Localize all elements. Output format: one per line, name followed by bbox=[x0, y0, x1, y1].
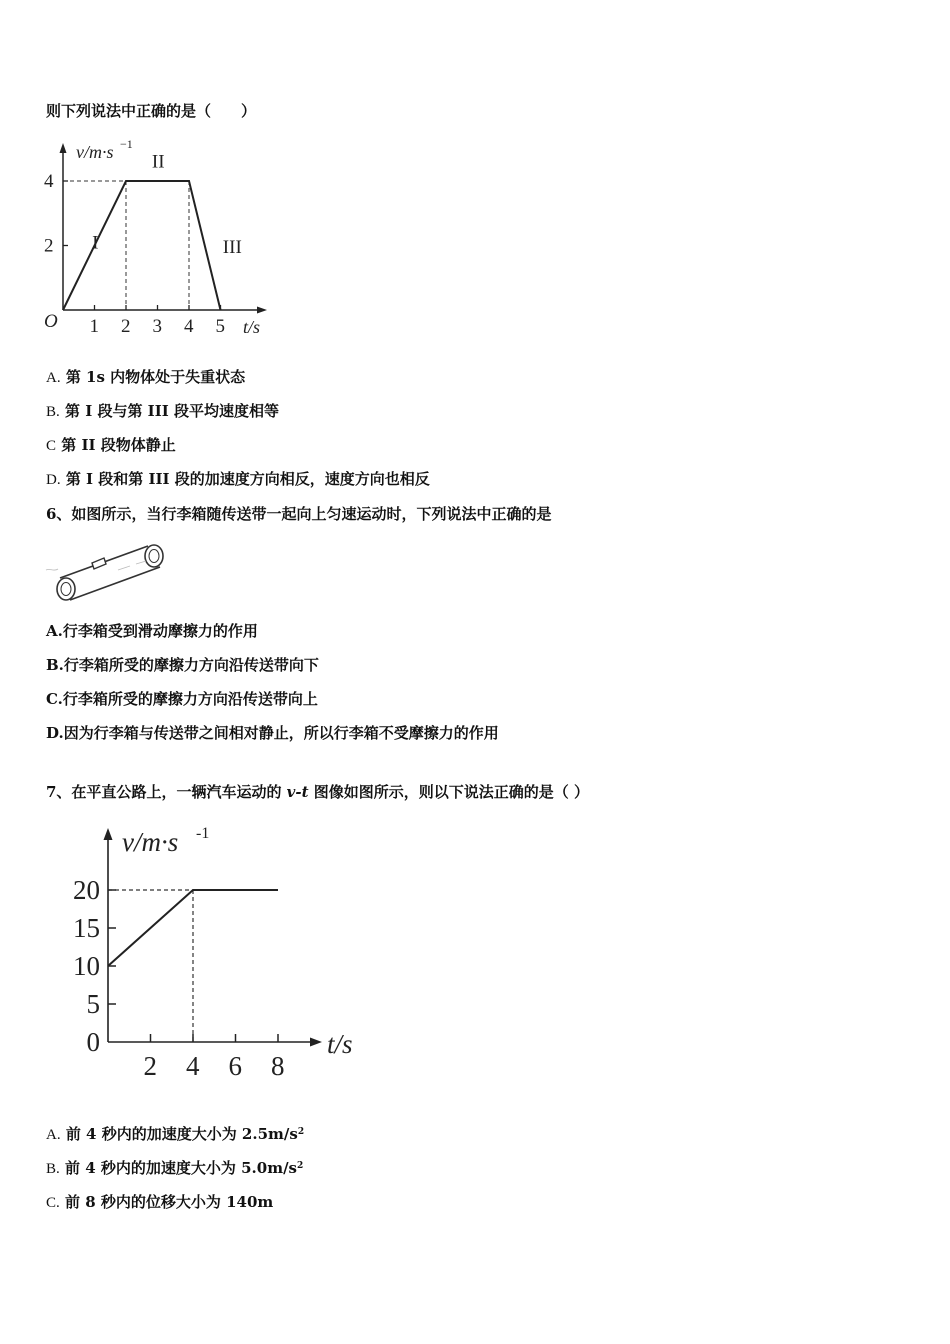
option-text: 行李箱受到滑动摩擦力的作用 bbox=[62, 622, 258, 640]
option-text: 第 1s 内物体处于失重状态 bbox=[65, 368, 246, 386]
q7-stem-pre: 7、在平直公路上，一辆汽车运动的 bbox=[46, 783, 287, 801]
segment-label: I bbox=[92, 232, 99, 254]
option-text: 因为行李箱与传送带之间相对静止，所以行李箱不受摩擦力的作用 bbox=[63, 724, 499, 742]
q5-stem: 则下列说法中正确的是（ ） bbox=[46, 102, 257, 120]
option-text: 第 I 段与第 III 段平均速度相等 bbox=[65, 402, 279, 420]
q6-option-a bbox=[46, 621, 258, 641]
x-axis-label: t/s bbox=[243, 317, 261, 337]
segment-label: III bbox=[222, 237, 242, 259]
option-label: B. bbox=[46, 404, 60, 420]
q5-option-a bbox=[46, 367, 245, 388]
x-tick-label: 5 bbox=[215, 316, 225, 337]
q6-option-d bbox=[46, 723, 499, 743]
q6-option-b bbox=[46, 655, 319, 675]
y-axis-label-exponent: −1 bbox=[120, 137, 133, 151]
option-text: 行李箱所受的摩擦力方向沿传送带向上 bbox=[62, 690, 318, 708]
q6-stem: 6、如图所示，当行李箱随传送带一起向上匀速运动时，下列说法中正确的是 bbox=[46, 505, 552, 523]
y-tick-label: 2 bbox=[44, 235, 54, 257]
option-label: B. bbox=[46, 1161, 60, 1177]
q5-option-b bbox=[46, 401, 279, 422]
option-text: 前 8 秒内的位移大小为 140m bbox=[65, 1193, 274, 1211]
q7-stem-var: v-t bbox=[286, 783, 309, 801]
q6-option-c bbox=[46, 689, 318, 709]
x-tick-label: 1 bbox=[89, 316, 99, 337]
y-tick-label: 5 bbox=[86, 989, 100, 1019]
y-axis-label: v/m·s bbox=[76, 142, 114, 162]
option-label: B. bbox=[46, 656, 64, 674]
y-axis-arrow bbox=[60, 143, 67, 153]
x-tick-label: 4 bbox=[184, 316, 194, 337]
x-tick-label: 4 bbox=[186, 1051, 200, 1081]
option-label: D. bbox=[46, 472, 61, 488]
y-tick-label: 0 bbox=[86, 1027, 100, 1057]
x-axis-arrow bbox=[257, 307, 267, 314]
x-axis-label: t/s bbox=[327, 1029, 353, 1059]
q7-option-b bbox=[46, 1158, 303, 1179]
q7-option-c bbox=[46, 1192, 273, 1213]
q5-option-d bbox=[46, 469, 430, 490]
option-label: C. bbox=[46, 690, 63, 708]
option-text: 第 II 段物体静止 bbox=[61, 436, 176, 454]
option-text: 行李箱所受的摩擦力方向沿传送带向下 bbox=[63, 656, 319, 674]
velocity-line bbox=[63, 181, 221, 310]
y-axis-arrow bbox=[104, 828, 113, 840]
option-label: A. bbox=[46, 622, 63, 640]
q5-option-c bbox=[46, 435, 176, 456]
option-label: C. bbox=[46, 1195, 60, 1211]
y-tick-label: 4 bbox=[44, 171, 54, 192]
conveyor-belt-figure bbox=[44, 540, 174, 606]
x-tick-label: 6 bbox=[228, 1051, 242, 1081]
q5-vt-graph bbox=[40, 134, 280, 344]
x-axis-arrow bbox=[310, 1038, 322, 1047]
origin-label: O bbox=[44, 311, 58, 332]
q7-vt-graph bbox=[62, 820, 372, 1085]
unit-exponent: 2 bbox=[297, 1161, 304, 1171]
q7-stem bbox=[46, 782, 589, 802]
luggage-box bbox=[92, 558, 106, 569]
q7-option-a bbox=[46, 1124, 304, 1145]
x-tick-label: 3 bbox=[152, 316, 162, 337]
option-text: 前 4 秒内的加速度大小为 2.5m/s bbox=[65, 1125, 298, 1143]
option-text: 第 I 段和第 III 段的加速度方向相反，速度方向也相反 bbox=[65, 470, 430, 488]
y-axis-label: v/m·s bbox=[122, 827, 179, 857]
x-tick-label: 2 bbox=[121, 316, 131, 337]
x-tick-label: 8 bbox=[271, 1051, 285, 1081]
x-tick-label: 2 bbox=[143, 1051, 157, 1081]
option-text: 前 4 秒内的加速度大小为 5.0m/s bbox=[65, 1159, 297, 1177]
option-label: C bbox=[46, 438, 57, 454]
option-label: A. bbox=[46, 370, 61, 386]
y-tick-label: 20 bbox=[73, 875, 100, 905]
y-tick-label: 15 bbox=[73, 913, 100, 943]
y-tick-label: 10 bbox=[73, 951, 100, 981]
option-label: A. bbox=[46, 1127, 61, 1143]
segment-label: II bbox=[151, 151, 165, 173]
y-axis-label-exponent: -1 bbox=[196, 825, 210, 842]
q7-stem-post: 图像如图所示，则以下说法正确的是（ ） bbox=[308, 783, 589, 801]
option-label: D. bbox=[46, 724, 64, 742]
unit-exponent: 2 bbox=[297, 1127, 305, 1137]
